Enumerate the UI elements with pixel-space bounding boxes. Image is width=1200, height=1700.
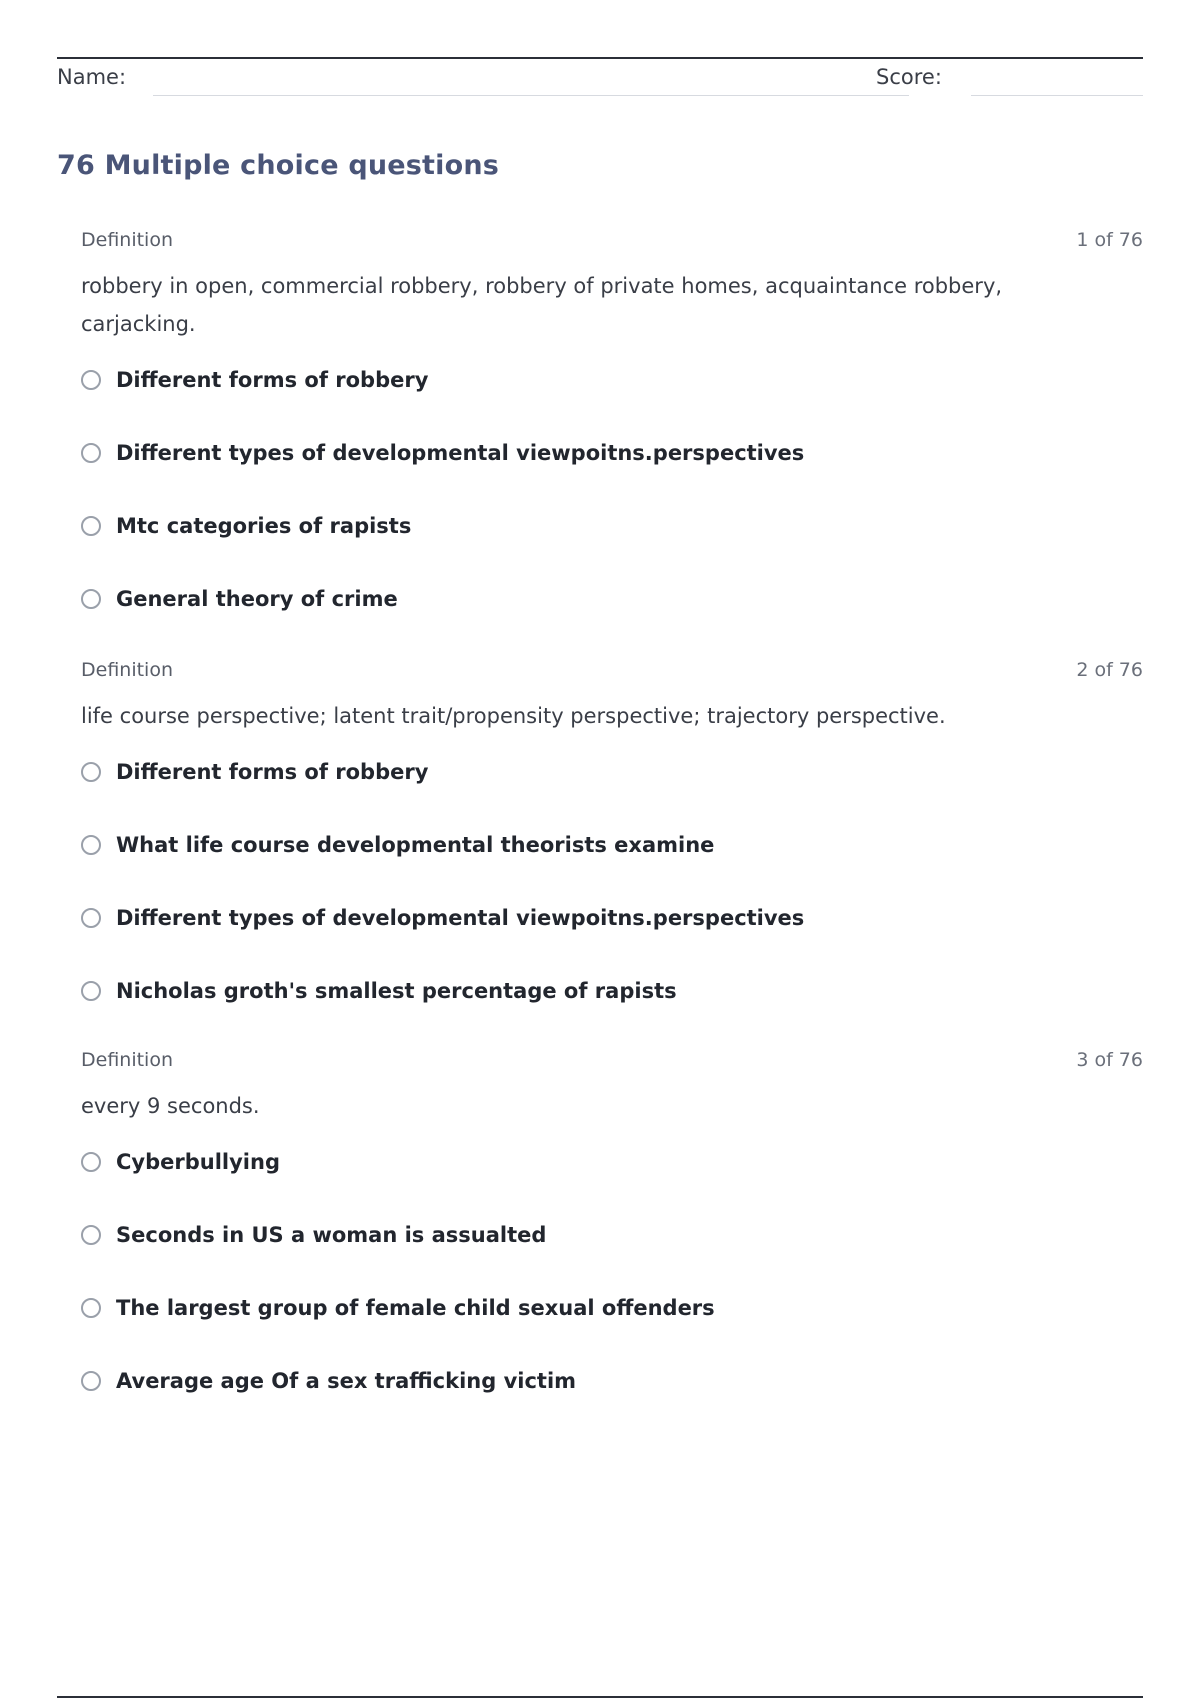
radio-button-icon[interactable] <box>81 908 101 928</box>
radio-button-icon[interactable] <box>81 762 101 782</box>
answer-option[interactable] <box>81 1271 1143 1344</box>
answer-option-label: Different forms of robbery <box>116 759 429 784</box>
radio-button-icon[interactable] <box>81 589 101 609</box>
radio-button-icon[interactable] <box>81 1152 101 1172</box>
question-kind: Definition <box>81 1049 174 1071</box>
answer-options <box>81 1125 1143 1417</box>
name-label: Name: <box>57 65 127 89</box>
question-3 <box>81 1049 1143 1417</box>
answer-option[interactable] <box>81 1344 1143 1417</box>
answer-option-label: Nicholas groth's smallest percentage of rapists <box>116 978 677 1003</box>
name-field[interactable] <box>153 95 909 96</box>
bottom-rule <box>57 1696 1143 1698</box>
top-rule <box>57 57 1143 59</box>
answer-option-label: Different types of developmental viewpoitns.perspectives <box>116 440 805 465</box>
question-text: every 9 seconds. <box>81 1094 260 1118</box>
worksheet-header <box>57 62 1143 98</box>
radio-button-icon[interactable] <box>81 1225 101 1245</box>
score-field[interactable] <box>971 95 1143 96</box>
question-counter: 3 of 76 <box>1076 1049 1143 1071</box>
radio-button-icon[interactable] <box>81 370 101 390</box>
answer-option[interactable] <box>81 489 1143 562</box>
question-2 <box>81 659 1143 1027</box>
answer-option-label: Cyberbullying <box>116 1149 280 1174</box>
answer-option[interactable] <box>81 881 1143 954</box>
answer-option-label: What life course developmental theorists examine <box>116 832 715 857</box>
answer-option[interactable] <box>81 416 1143 489</box>
answer-option[interactable] <box>81 808 1143 881</box>
answer-option[interactable] <box>81 1198 1143 1271</box>
question-header <box>81 659 1143 685</box>
answer-option-label: The largest group of female child sexual offenders <box>116 1295 715 1320</box>
question-kind: Definition <box>81 659 174 681</box>
radio-button-icon[interactable] <box>81 516 101 536</box>
question-kind: Definition <box>81 229 174 251</box>
answer-option-label: Mtc categories of rapists <box>116 513 412 538</box>
question-text: robbery in open, commercial robbery, robbery of private homes, acquaintance robbery, carjacking. <box>81 274 1003 336</box>
answer-option[interactable] <box>81 562 1143 635</box>
question-counter: 1 of 76 <box>1076 229 1143 251</box>
question-header <box>81 229 1143 255</box>
answer-option-label: Different types of developmental viewpoitns.perspectives <box>116 905 805 930</box>
answer-option-label: Different forms of robbery <box>116 367 429 392</box>
radio-button-icon[interactable] <box>81 981 101 1001</box>
radio-button-icon[interactable] <box>81 1298 101 1318</box>
answer-option[interactable] <box>81 1125 1143 1198</box>
answer-option[interactable] <box>81 735 1143 808</box>
answer-options <box>81 735 1143 1027</box>
radio-button-icon[interactable] <box>81 443 101 463</box>
answer-option-label: Seconds in US a woman is assualted <box>116 1222 547 1247</box>
radio-button-icon[interactable] <box>81 1371 101 1391</box>
score-label: Score: <box>876 65 942 89</box>
answer-options <box>81 343 1143 635</box>
radio-button-icon[interactable] <box>81 835 101 855</box>
answer-option[interactable] <box>81 343 1143 416</box>
question-text: life course perspective; latent trait/propensity perspective; trajectory perspective. <box>81 704 946 728</box>
answer-option[interactable] <box>81 954 1143 1027</box>
question-1 <box>81 229 1143 635</box>
answer-option-label: General theory of crime <box>116 586 398 611</box>
question-counter: 2 of 76 <box>1076 659 1143 681</box>
section-title: 76 Multiple choice questions <box>57 150 500 181</box>
answer-option-label: Average age Of a sex trafficking victim <box>116 1368 577 1393</box>
question-header <box>81 1049 1143 1075</box>
